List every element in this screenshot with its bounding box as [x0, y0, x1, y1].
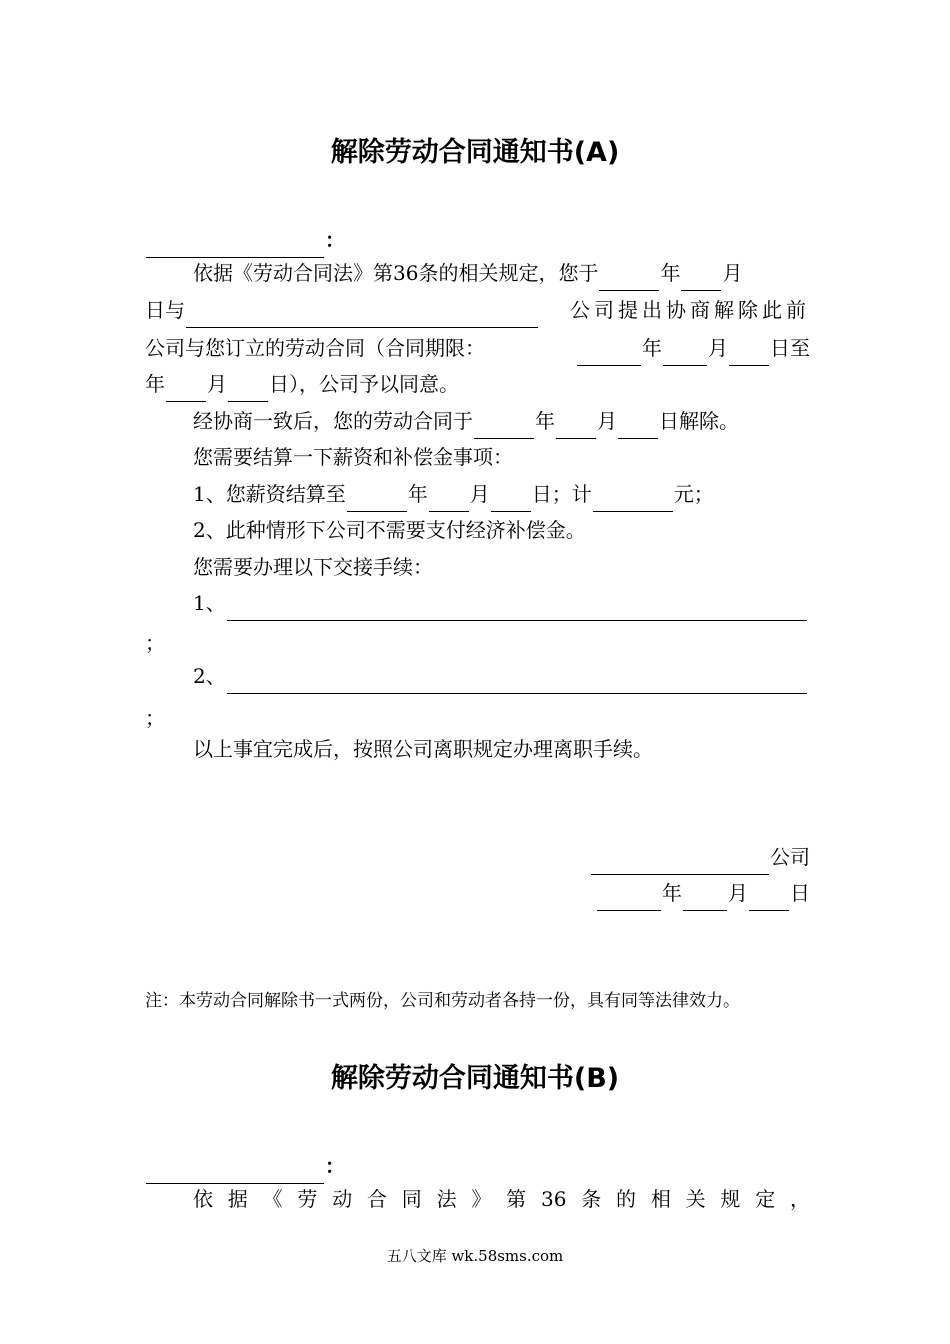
doc-a-handover2-semicolon: ； — [145, 706, 165, 730]
doc-a-handover1: 1、 — [193, 585, 810, 621]
doc-a-item1: 1、您薪资结算至 年 月 日；计 元； — [193, 476, 810, 512]
doc-b-salutation: ： — [145, 1148, 810, 1184]
amount-blank — [593, 485, 673, 512]
year-blank — [599, 264, 659, 291]
doc-a-p1-line4: 年 月 日），公司予以同意。 — [145, 366, 810, 402]
footer-watermark: 五八文库 wk.58sms.com — [386, 1247, 564, 1265]
doc-a-handover2: 2、 — [193, 658, 810, 694]
doc-a-title: 解除劳动合同通知书(A) — [330, 137, 620, 168]
doc-a-p3: 您需要结算一下薪资和补偿金事项： — [193, 445, 513, 469]
doc-a-note: 注：本劳动合同解除书一式两份，公司和劳动者各持一份，具有同等法律效力。 — [145, 991, 740, 1011]
doc-a-handover1-semicolon: ； — [145, 631, 165, 655]
handover1-blank — [227, 594, 807, 621]
doc-a-p1-line3: 公司与您订立的劳动合同（合同期限： 年 月 日至 — [145, 330, 810, 366]
doc-a-item2: 2、此种情形下公司不需要支付经济补偿金。 — [193, 518, 586, 542]
doc-a-sign-company: 公司 — [145, 839, 810, 875]
doc-a-p1-line2: 日与 公司提出协商解除此前 — [145, 292, 810, 328]
doc-b-p1-line1: 依 据 《 劳 动 合 同 法 》 第 36 条 的 相 关 规 定 ， — [193, 1187, 810, 1211]
sign-company-blank — [591, 848, 769, 875]
doc-a-p4: 您需要办理以下交接手续： — [193, 555, 433, 579]
month-blank — [681, 264, 721, 291]
doc-b-title: 解除劳动合同通知书(B) — [330, 1063, 620, 1094]
doc-a-p1-line1: 依据《劳动合同法》第36条的相关规定，您于 年 月 — [193, 255, 810, 291]
doc-a-p2: 经协商一致后，您的劳动合同于 年 月 日解除。 — [193, 403, 810, 439]
recipient-blank — [146, 231, 324, 258]
doc-a-salutation: ： — [145, 222, 810, 258]
company-blank — [186, 301, 538, 328]
doc-a-p5: 以上事宜完成后，按照公司离职规定办理离职手续。 — [193, 737, 653, 761]
doc-a-sign-date: 年 月 日 — [145, 875, 810, 911]
handover2-blank — [227, 667, 807, 694]
